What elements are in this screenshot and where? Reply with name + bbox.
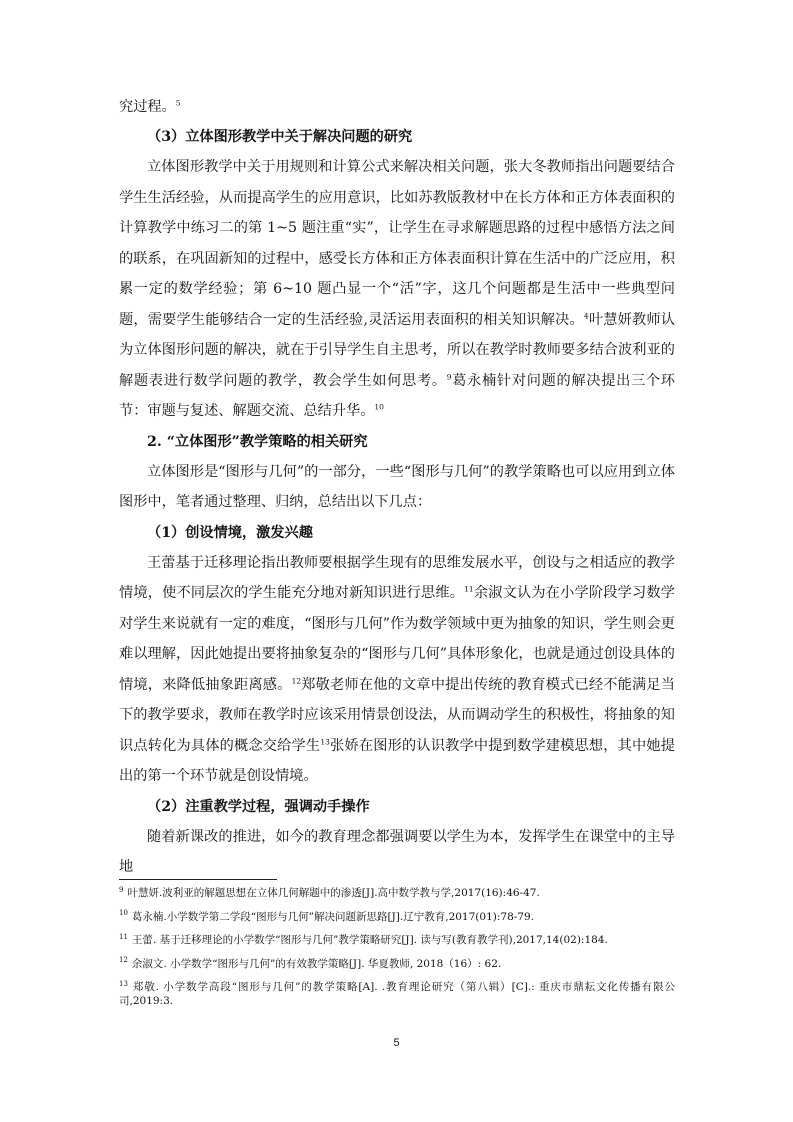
footnote-text: 叶慧妍.波利亚的解题思想在立体几何解题中的渗透[J].高中数学教与学,2017(16):46-47. <box>127 887 540 899</box>
footnotes <box>119 886 675 1018</box>
footnote-number: 11 <box>119 932 128 941</box>
footnote-10 <box>119 910 675 924</box>
footnote-ref: 4 <box>583 310 589 320</box>
footnote-11 <box>119 933 675 947</box>
section-heading-strategies: 2. “立体图形”教学策略的相关研究 <box>147 433 368 450</box>
footnote-text: 葛永楠.小学数学第二学段“图形与几何”解决问题新思路[J].辽宁教育,2017(01):78-79. <box>131 910 534 923</box>
footnote-number: 9 <box>119 885 124 894</box>
paragraph-strategies-intro: 立体图形是“图形与几何”的一部分，一些“图形与几何”的教学策略也可以应用到立体图形中，笔者通过整理、归纳，总结出以下几点： <box>119 463 675 510</box>
footnote-9 <box>119 886 675 900</box>
footnote-12 <box>119 957 675 971</box>
footnote-ref: 13 <box>320 736 330 746</box>
paragraph-problem-solving <box>119 152 675 427</box>
page-body <box>119 92 675 883</box>
footnote-ref: 9 <box>446 371 452 381</box>
footnote-ref: 12 <box>291 675 302 685</box>
footnote-number: 12 <box>119 956 128 964</box>
subheading-problem-solving: （3）立体图形教学中关于解决问题的研究 <box>147 129 413 145</box>
paragraph-text: 郑敬老师在他的文章中提出传统的教育模式已经不能满足当下的教学要求，教师在教学时应该采用情景创设法，从而调动学生的积极性，将抽象的知识点转化为具体的概念交给学生 <box>119 676 675 754</box>
paragraph-hands-on: 随着新课改的推进，如今的教育理念都强调要以学生为本，发挥学生在课堂中的主导地 <box>119 828 675 875</box>
footnote-ref: 11 <box>464 584 474 594</box>
footnote-13 <box>119 980 675 1008</box>
continued-line <box>119 92 675 122</box>
subheading-create-situation: （1）创设情境，激发兴趣 <box>147 524 313 541</box>
paragraph-text: 张娇在图形的认识教学中提到数学建模思想，其中她提出的第一个环节就是创设情境。 <box>119 737 675 784</box>
footnote-divider <box>119 879 277 880</box>
footnote-ref: 10 <box>374 402 384 412</box>
page-number: 5 <box>393 1037 400 1049</box>
paragraph-text: 余淑文认为在小学阶段学习数学对学生来说就有一定的难度，“图形与几何”作为数学领域中更为抽象的知识，学生则会更难以理解，因此她提出要将抽象复杂的“图形与几何”具体形象化，也就是通过创设具体的情境，来降低抽象距离感。 <box>119 585 675 693</box>
footnote-ref: 5 <box>175 98 181 108</box>
footnote-number: 13 <box>119 979 128 988</box>
continued-text: 究过程。 <box>119 99 176 115</box>
paragraph-text: 立体图形教学中关于用规则和计算公式来解决相关问题，张大冬教师指出问题要结合学生生活经验，从而提高学生的应用意识，比如苏教版教材中在长方体和正方体表面积的计算教学中练习二的第 1~5 题注重“实”，让学生在寻求解题思路的过程中感悟方法之间的联系，在巩固新知的过程中，感受长方体和正方体表面积计算在生活中的广泛应用，积累一定的数学经验；第 6~10 题凸显一个“活”字，这几个问题都是生活中一些典型问题，需要学生能够结合一定的生活经验,灵活运用表面积的相关知识解决。 <box>119 159 675 328</box>
subheading-hands-on: （2）注重教学过程，强调动手操作 <box>147 798 370 815</box>
paragraph-text: 叶慧妍教师认为立体图形问题的解决，就在于引导学生自主思考，所以在教学时教师要多结合波利亚的解题表进行数学问题的教学，教会学生如何思考。 <box>119 311 675 389</box>
paragraph-create-situation <box>119 548 675 792</box>
footnote-number: 10 <box>119 909 128 917</box>
footnote-text: 王蕾. 基于迁移理论的小学数学“图形与几何”教学策略研究[J]. 读与写(教育教学刊),2017,14(02):184. <box>131 934 608 946</box>
footnote-text: 余淑文. 小学数学“图形与几何”的有效教学策略[J]. 华夏教师, 2018（16）: 62. <box>131 957 502 970</box>
paragraph-text: 葛永楠针对问题的解决提出三个环节：审题与复述、解题交流、总结升华。 <box>119 372 675 419</box>
footnote-text: 郑敬. 小学数学高段“图形与几何”的教学策略[A]. .教育理论研究（第八辑）[C].: 重庆市鼎耘文化传播有限公司,2019:3. <box>119 981 675 1007</box>
paragraph-text: 王蕾基于迁移理论指出教师要根据学生现有的思维发展水平，创设与之相适应的教学情境，使不同层次的学生能充分地对新知识进行思维。 <box>119 554 675 601</box>
